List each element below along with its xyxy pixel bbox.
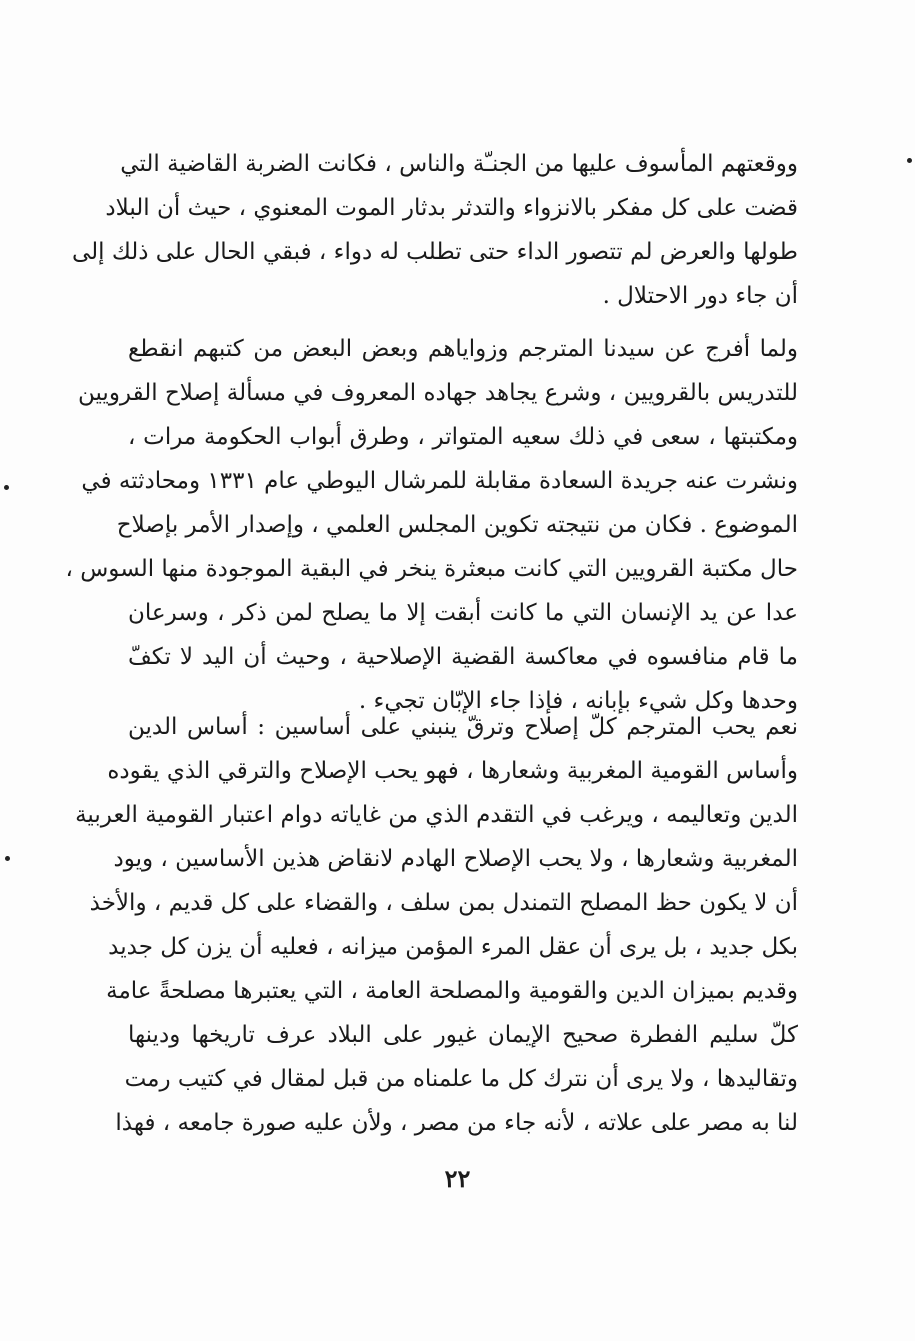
scan-speck-mark [5, 856, 10, 861]
text-line: المغربية وشعارها ، ولا يحب الإصلاح الهادم لانقاض هذين الأساسين ، ويود [113, 846, 798, 872]
text-line: ومكتبتها ، سعى في ذلك سعيه المتواتر ، وطرق أبواب الحكومة مرات ، [128, 424, 798, 450]
scan-speck-mark [4, 485, 9, 490]
text-line: وقديم بميزان الدين والقومية والمصلحة العامة ، التي يعتبرها مصلحةً عامة [106, 978, 798, 1004]
text-line: لنا به مصر على علاته ، لأنه جاء من مصر ، ولأن عليه صورة جامعه ، فهذا [115, 1110, 798, 1136]
text-line: ونشرت عنه جريدة السعادة مقابلة للمرشال اليوطي عام ١٣٣١ ومحادثته في [81, 468, 798, 494]
paragraph-2 [65, 327, 798, 723]
text-line: قضت على كل مفكر بالانزواء والتدثر بدثار الموت المعنوي ، حيث أن البلاد [105, 195, 798, 221]
text-line: أن جاء دور الاحتلال . [602, 283, 798, 309]
text-line: أن لا يكون حظ المصلح التمندل بمن سلف ، والقضاء على كل قديم ، والأخذ [89, 890, 798, 916]
text-line: عدا عن يد الإنسان التي ما كانت أبقت إلا ما يصلح لمن ذكر ، وسرعان [128, 600, 798, 626]
text-line: وحدها وكل شيء بإبانه ، فإذا جاء الإبّان تجيء . [358, 688, 798, 714]
text-line: ولما أفرج عن سيدنا المترجم وزواياهم وبعض البعض من كتبهم انقطع [128, 336, 798, 362]
scan-speck-mark [907, 158, 912, 163]
text-line: كلّ سليم الفطرة صحيح الإيمان غيور على البلاد عرف تاريخها ودينها [128, 1022, 798, 1048]
text-line: طولها والعرض لم تتصور الداء حتى تطلب له دواء ، فبقي الحال على ذلك إلى [71, 239, 798, 265]
text-line: الدين وتعاليمه ، ويرغب في التقدم الذي من غاياته دوام اعتبار القومية العربية [75, 802, 798, 828]
text-line: ووقعتهم المأسوف عليها من الجنـّة والناس ، فكانت الضربة القاضية التي [120, 151, 798, 177]
text-line: حال مكتبة القرويين التي كانت مبعثرة ينخر في البقية الموجودة منها السوس ، [65, 556, 798, 582]
text-line: نعم يحب المترجم كلّ إصلاح وترقّ ينبني على أساسين : أساس الدين [128, 714, 798, 740]
page-number: ٢٢ [444, 1164, 471, 1193]
text-line: وأساس القومية المغربية وشعارها ، فهو يحب الإصلاح والترقي الذي يقوده [107, 758, 798, 784]
text-line: للتدريس بالقرويين ، وشرع يجاهد جهاده المعروف في مسألة إصلاح القرويين [77, 380, 798, 406]
text-line: بكل جديد ، بل يرى أن عقل المرء المؤمن ميزانه ، فعليه أن يزن كل جديد [108, 934, 798, 960]
text-line: وتقاليدها ، ولا يرى أن نترك كل ما علمناه من قبل لمقال في كتيب رمت [124, 1066, 798, 1092]
text-line: ما قام منافسوه في معاكسة القضية الإصلاحية ، وحيث أن اليد لا تكفّ [128, 644, 798, 670]
text-line: الموضوع . فكان من نتيجته تكوين المجلس العلمي ، وإصدار الأمر بإصلاح [116, 512, 798, 538]
paragraph-3 [75, 705, 798, 1145]
paragraph-1 [71, 142, 798, 318]
